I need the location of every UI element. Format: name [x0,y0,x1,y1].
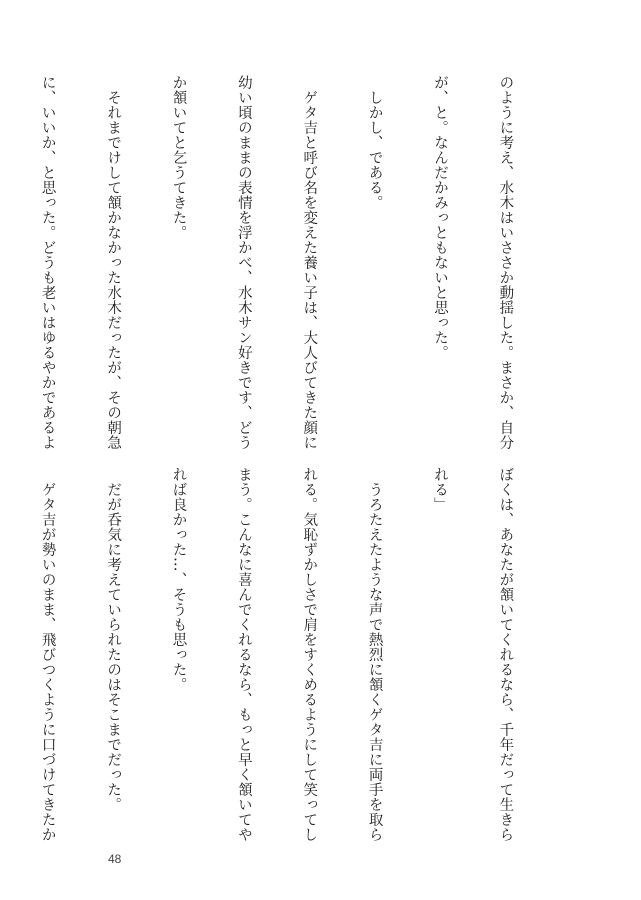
text-line: れる。気恥ずかしさで肩をすくめるようにして笑ってし [301,467,318,842]
text-line: ゲタ吉が勢いのまま、飛びつくように口づけてきたか [39,467,56,842]
text-line: うろたえたような声で熱烈に頷くゲタ吉に両手を取ら [366,467,383,842]
text-line: れる」 [432,467,449,512]
text-line: か頷いてと乞うてきた。 [170,75,187,240]
text-line: のように考え、水木はいささか動揺した。まさか、自分 [497,75,514,450]
text-line: しかし、である。 [366,75,383,210]
text-line: が、と。なんだかみっともないと思った。 [432,75,449,360]
text-line: に、いいか、と思った。どうも老いはゆるやかであるよ [39,75,56,450]
lower-text-block [0,467,559,847]
text-line: それまでけして頷かなかった水木だったが、その朝急 [105,75,122,450]
page-number: 48 [108,852,122,866]
text-line: 幼い頃のままの表情を浮かべ、水木サン好きです、どう [235,75,252,450]
text-line: ぼくは、あなたが頷いてくれるなら、千年だって生きら [497,467,514,842]
text-line: まう。こんなに喜んでくれるなら、もっと早く頷いてや [235,467,252,842]
upper-text-block [0,75,559,450]
text-line: れば良かった…、そうも思った。 [170,467,187,692]
text-line: だが呑気に考えていられたのはそこまでだった。 [105,467,122,812]
text-line: ゲタ吉と呼び名を変えた養い子は、大人びてきた顔に [301,75,318,450]
